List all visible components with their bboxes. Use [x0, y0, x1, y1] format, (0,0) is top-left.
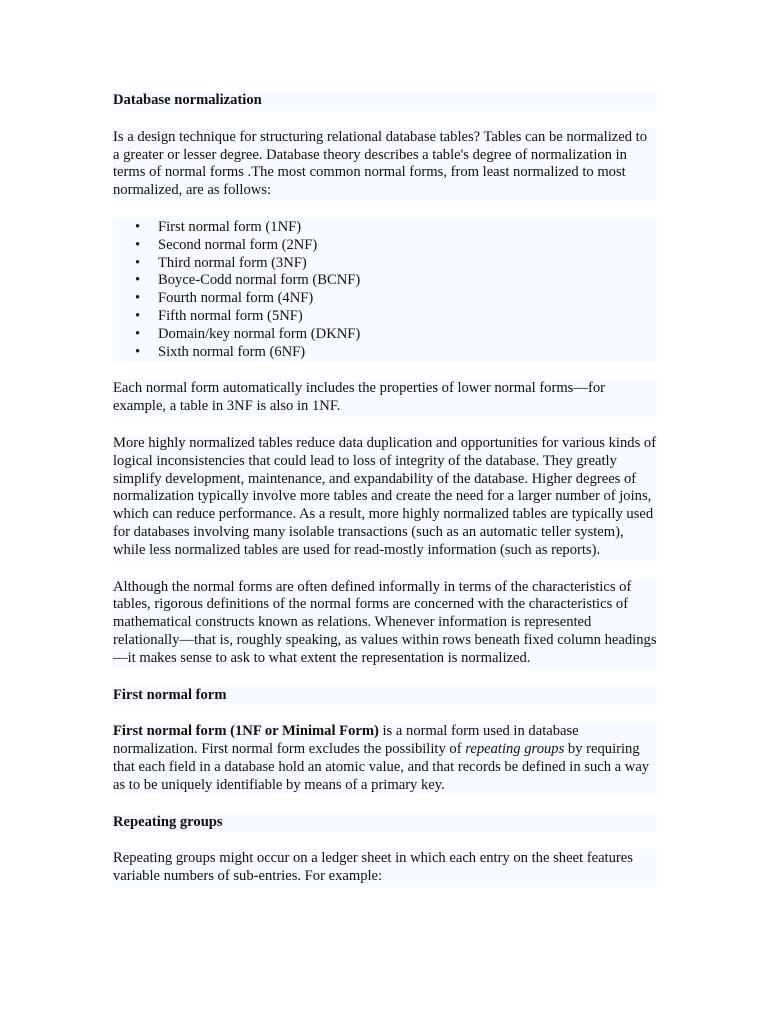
heading-first-normal-form: First normal form	[113, 686, 657, 706]
list-item: • First normal form (1NF)	[113, 219, 657, 237]
list-item: • Domain/key normal form (DKNF)	[113, 326, 657, 344]
list-item: • Sixth normal form (6NF)	[113, 344, 657, 362]
text-1nf-b: by requiring that each field in a database hold an atomic value, and that records be defined in such a way as to be uniquely identifiable by means of a primary key.	[113, 741, 650, 793]
list-item: • Fourth normal form (4NF)	[113, 290, 657, 308]
document-page	[113, 91, 657, 887]
intro-paragraph: Is a design technique for structuring relational database tables? Tables can be normalized to a greater or lesser degree. Database theory describes a table's degree of normalization in terms of normal forms .The most common normal forms, from least normalized to most normalized, are as follows:	[113, 128, 657, 201]
term-1nf: First normal form (1NF or Minimal Form)	[113, 723, 379, 740]
heading-repeating-groups: Repeating groups	[113, 813, 657, 833]
list-item: • Boyce-Codd normal form (BCNF)	[113, 272, 657, 290]
list-item: • Third normal form (3NF)	[113, 255, 657, 273]
paragraph-inclusion: Each normal form automatically includes the properties of lower normal forms—for example, a table in 3NF is also in 1NF.	[113, 379, 657, 417]
paragraph-relations: Although the normal forms are often defined informally in terms of the characteristics of tables, rigorous definitions of the normal forms are concerned with the characteristics of mathematical constructs known as relations. Whenever information is represented relationally—that is, roughly speaking, as values within rows beneath fixed column headings—it makes sense to ask to what extent the representation is normalized.	[113, 578, 657, 669]
list-item: • Fifth normal form (5NF)	[113, 308, 657, 326]
paragraph-repeating-groups: Repeating groups might occur on a ledger sheet in which each entry on the sheet features variable numbers of sub-entries. For example:	[113, 849, 657, 887]
normal-forms-list	[113, 218, 657, 362]
term-repeating-groups: repeating groups	[465, 741, 565, 758]
doc-title: Database normalization	[113, 91, 657, 111]
paragraph-1nf	[113, 722, 657, 795]
text-1nf-a: is a normal form used in database normalization. First normal form excludes the possibility of	[113, 723, 579, 758]
list-item: • Second normal form (2NF)	[113, 237, 657, 255]
paragraph-benefits: More highly normalized tables reduce data duplication and opportunities for various kinds of logical inconsistencies that could lead to loss of integrity of the database. They greatly simplify development, maintenance, and expandability of the database. Higher degrees of normalization typically involve more tables and create the need for a larger number of joins, which can reduce performance. As a result, more highly normalized tables are typically used for databases involving many isolable transactions (such as an automatic teller system), while less normalized tables are used for read-mostly information (such as reports).	[113, 434, 657, 561]
